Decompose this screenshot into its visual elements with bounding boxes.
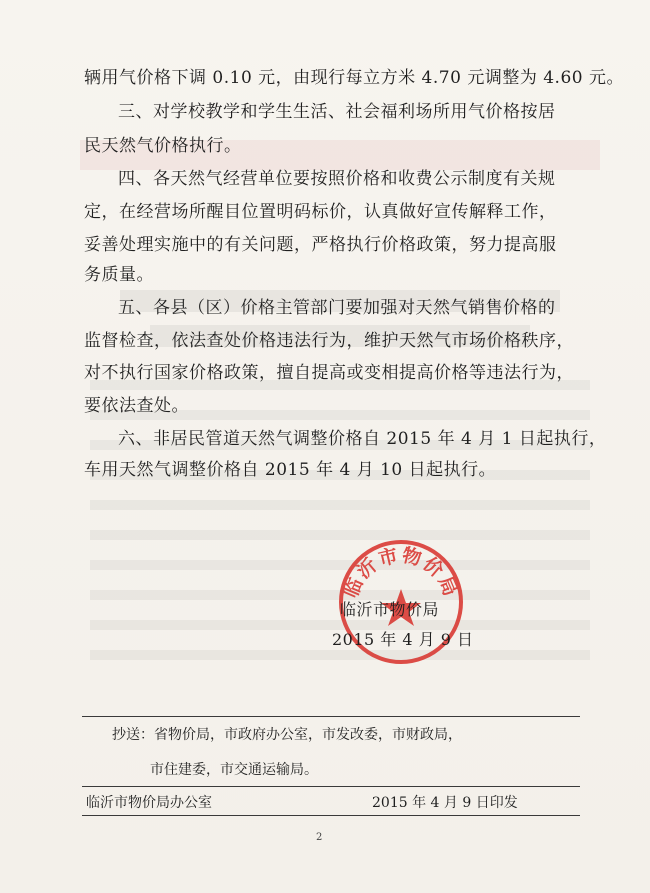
seal-text: 临沂市物价局 — [339, 544, 463, 602]
body-line-11: 要依法查处。 — [84, 396, 189, 416]
signature-date: 2015 年 4 月 9 日 — [332, 630, 474, 649]
body-line-4: 四、各天然气经营单位要按照价格和收费公示制度有关规 — [118, 169, 556, 189]
distribution-line-1: 抄送：省物价局，市政府办公室，市发改委，市财政局， — [112, 727, 462, 743]
body-line-7: 务质量。 — [84, 265, 154, 285]
page-number: 2 — [316, 832, 323, 843]
body-line-2: 三、对学校教学和学生生活、社会福利场所用气价格按居 — [118, 102, 556, 122]
body-line-6: 妥善处理实施中的有关问题，严格执行价格政策，努力提高服 — [84, 235, 557, 255]
signature-org: 临沂市物价局 — [340, 600, 440, 619]
body-line-3: 民天然气价格执行。 — [84, 136, 242, 156]
divider-bottom — [82, 815, 580, 816]
body-line-1: 辆用气价格下调 0.10 元，由现行每立方米 4.70 元调整为 4.60 元。 — [84, 68, 624, 88]
body-line-9: 监督检查，依法查处价格违法行为，维护天然气市场价格秩序， — [84, 331, 574, 351]
divider-top — [82, 716, 580, 717]
body-line-8: 五、各县（区）价格主管部门要加强对天然气销售价格的 — [118, 298, 556, 318]
distribution-line-2: 市住建委，市交通运输局。 — [150, 762, 318, 778]
body-line-13: 车用天然气调整价格自 2015 年 4 月 10 日起执行。 — [84, 460, 497, 480]
issuer-date: 2015 年 4 月 9 日印发 — [372, 795, 518, 811]
divider-middle — [82, 786, 580, 787]
issuer-office: 临沂市物价局办公室 — [86, 795, 212, 811]
body-line-12: 六、非居民管道天然气调整价格自 2015 年 4 月 1 日起执行， — [118, 429, 607, 449]
body-line-5: 定，在经营场所醒目位置明码标价，认真做好宣传解释工作， — [84, 202, 557, 222]
body-line-10: 对不执行国家价格政策，擅自提高或变相提高价格等违法行为， — [84, 363, 574, 383]
